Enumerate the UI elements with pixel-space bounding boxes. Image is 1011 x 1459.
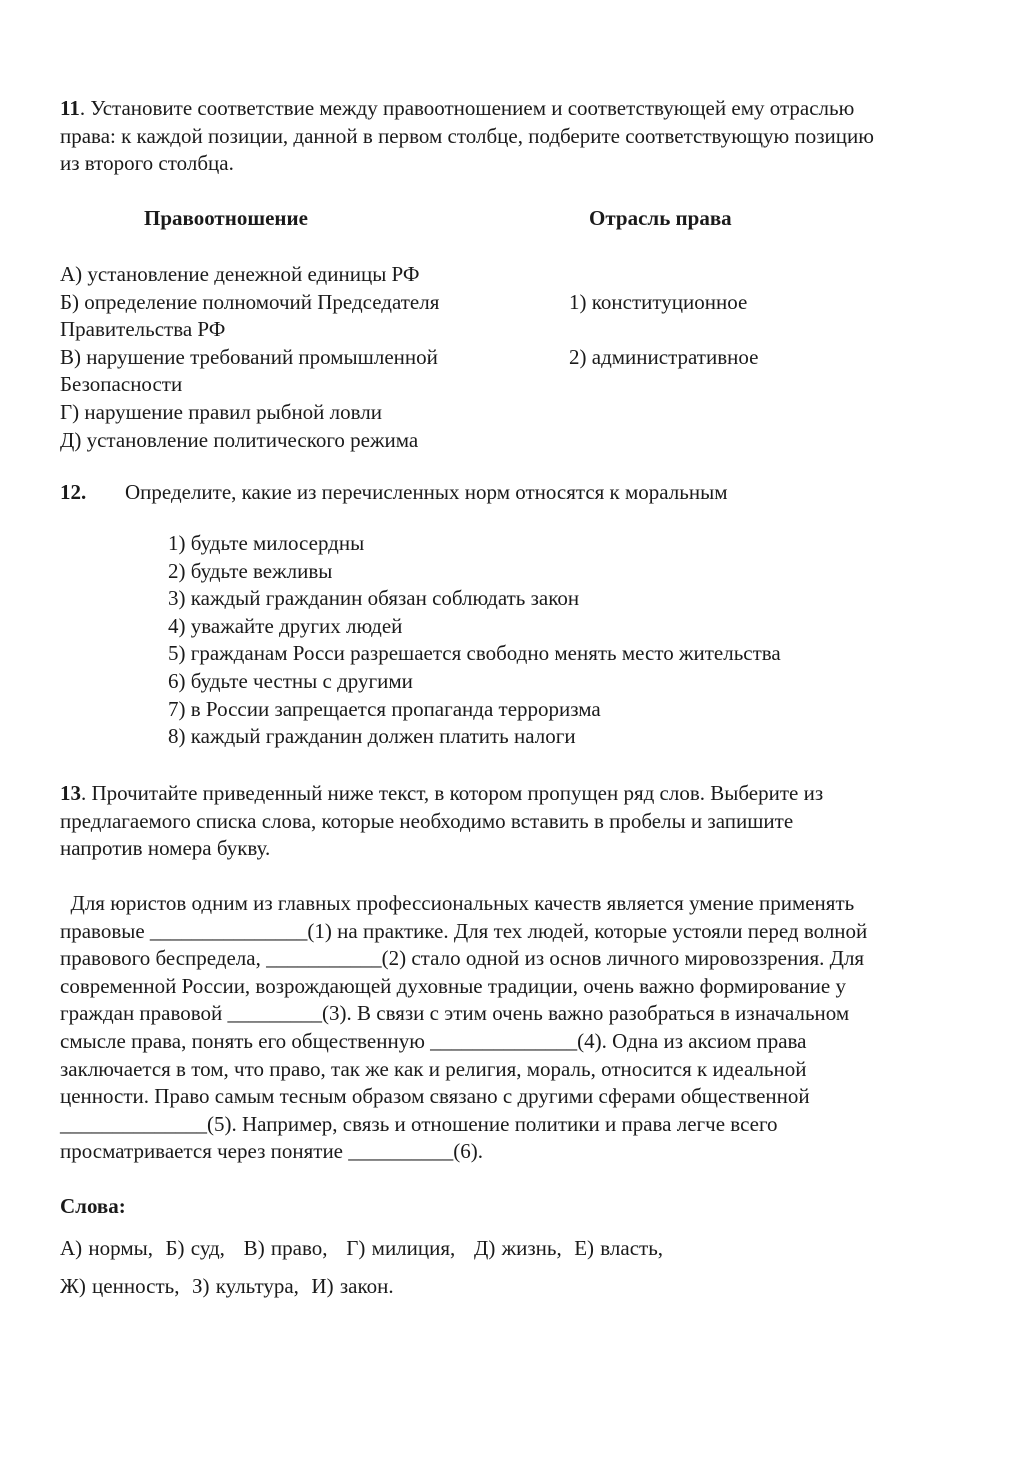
task-11-right-item: 1) конституционное bbox=[569, 290, 748, 314]
task-12-list-item: 6) будьте честны с другими bbox=[168, 668, 413, 693]
task-11-header-right: Отрасль права bbox=[589, 206, 732, 230]
task-13-text-line: ______________(5). Например, связь и отношение политики и права легче всего bbox=[60, 1111, 778, 1136]
task-13-text-line: смысле права, понять его общественную ______________(4). Одна из аксиом права bbox=[60, 1028, 807, 1053]
task-11-number: 11 bbox=[60, 96, 80, 120]
task-13-intro-text: . Прочитайте приведенный ниже текст, в котором пропущен ряд слов. Выберите из bbox=[81, 781, 824, 805]
task-11-intro-line: права: к каждой позиции, данной в первом столбце, подберите соответствующую позицию bbox=[60, 123, 874, 148]
task-13-words-title: Слова: bbox=[60, 1194, 126, 1218]
task-13-words-line: Ж) ценность, З) культура, И) закон. bbox=[60, 1274, 394, 1298]
task-11-left-line: Безопасности bbox=[60, 372, 183, 397]
task-13-text-line: Для юристов одним из главных профессиональных качеств является умение применять bbox=[60, 891, 855, 915]
task-13-words-line: А) нормы, Б) суд, В) право, Г) милиция, Д) жизнь, Е) власть, bbox=[60, 1236, 664, 1260]
task-13-text bbox=[60, 890, 1000, 1166]
task-12-list-item: 2) будьте вежливы bbox=[168, 558, 333, 583]
task-12-list-item: 5) гражданам Росси разрешается свободно менять место жительства bbox=[168, 641, 781, 666]
task-13-text-line: правового беспредела, ___________(2) стало одной из основ личного мировоззрения. Для bbox=[60, 946, 865, 971]
task-13-intro-line: предлагаемого списка слова, которые необходимо вставить в пробелы и запишите bbox=[60, 808, 794, 833]
task-13-text-line: ценности. Право самым тесным образом связано с другими сферами общественной bbox=[60, 1084, 810, 1109]
task-11-intro-line bbox=[60, 95, 1000, 123]
task-11-left-line: Б) определение полномочий Председателя bbox=[60, 289, 440, 314]
task-12-list-item: 3) каждый гражданин обязан соблюдать закон bbox=[168, 586, 580, 611]
task-13-text-line: граждан правовой _________(3). В связи с этим очень важно разобраться в изначальном bbox=[60, 1001, 850, 1026]
task-11-left-column bbox=[60, 261, 560, 454]
task-11-left-line: Г) нарушение правил рыбной ловли bbox=[60, 399, 383, 424]
task-11-right-item: 2) административное bbox=[569, 345, 759, 369]
task-12-list-item: 7) в России запрещается пропаганда терроризма bbox=[168, 696, 601, 721]
task-11-left-line: Правительства РФ bbox=[60, 317, 226, 342]
task-11-left-line: В) нарушение требований промышленной bbox=[60, 344, 438, 369]
task-11-intro-line: из второго столбца. bbox=[60, 151, 234, 176]
task-13-intro bbox=[60, 780, 1000, 863]
task-13-text-line: просматривается через понятие __________(6). bbox=[60, 1139, 483, 1164]
task-13-intro-line bbox=[60, 780, 1000, 808]
task-12-list bbox=[168, 530, 781, 751]
task-12-number: 12. bbox=[60, 480, 87, 504]
task-12-list-item: 4) уважайте других людей bbox=[168, 613, 403, 638]
task-13-text-line: современной России, возрождающей духовные традиции, очень важно формирование у bbox=[60, 973, 846, 998]
task-13-text-line: правовые _______________(1) на практике. Для тех людей, которые устояли перед волной bbox=[60, 918, 868, 943]
task-12-list-item: 8) каждый гражданин должен платить налоги bbox=[168, 724, 576, 749]
task-11-intro bbox=[60, 95, 1000, 178]
task-11-left-line: А) установление денежной единицы РФ bbox=[60, 262, 420, 286]
task-11-intro-text: . Установите соответствие между правоотношением и соответствующей ему отраслью bbox=[79, 96, 855, 120]
task-13-intro-line: напротив номера букву. bbox=[60, 836, 271, 861]
task-11-left-line: Д) установление политического режима bbox=[60, 427, 419, 452]
task-13-number: 13 bbox=[60, 781, 81, 805]
task-13-text-line: заключается в том, что право, так же как и религия, мораль, относится к идеальной bbox=[60, 1056, 807, 1081]
task-12-question: Определите, какие из перечисленных норм относятся к моральным bbox=[125, 480, 728, 504]
task-12-list-item: 1) будьте милосердны bbox=[168, 531, 365, 555]
task-11-header-left: Правоотношение bbox=[144, 206, 308, 230]
